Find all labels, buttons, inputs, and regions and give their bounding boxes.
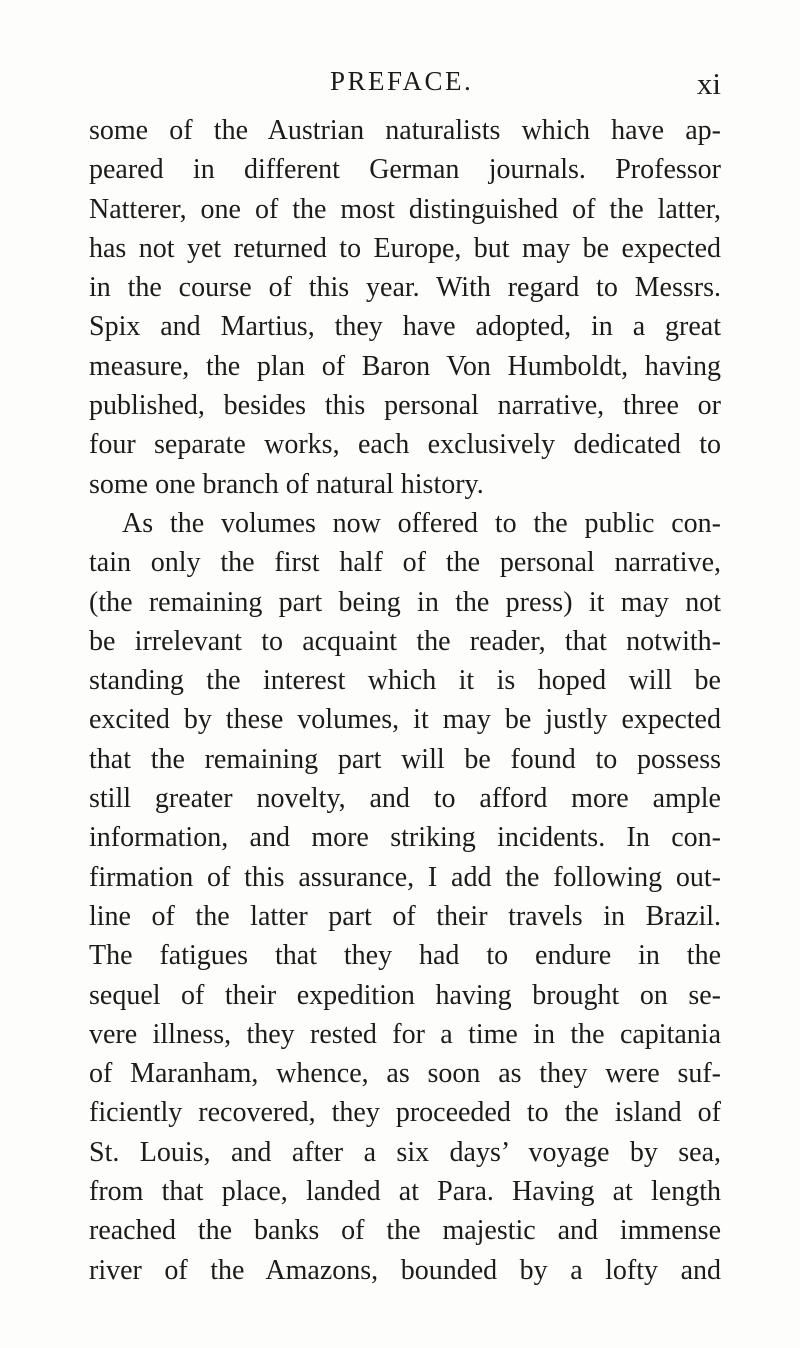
text-line: measure, the plan of Baron Von Humboldt, having (89, 350, 721, 382)
text-line: ficiently recovered, they proceeded to the island of (89, 1097, 721, 1129)
text-line: four separate works, each exclusively dedicated to (89, 429, 721, 461)
text-line: in the course of this year. With regard to Messrs. (89, 272, 721, 304)
page-number: xi (696, 66, 721, 101)
text-line: excited by these volumes, it may be justly expected (89, 704, 721, 736)
text-line: published, besides this personal narrative, three or (89, 390, 721, 422)
running-head-title: PREFACE. (330, 66, 474, 96)
text-line: information, and more striking incidents. In con- (89, 822, 721, 854)
text-line: Spix and Martius, they have adopted, in a great (89, 311, 721, 343)
text-line: has not yet returned to Europe, but may be expected (89, 232, 721, 264)
text-line: peared in different German journals. Professor (89, 154, 721, 186)
text-line: still greater novelty, and to afford more ample (89, 783, 721, 815)
running-head (330, 66, 721, 106)
text-line: tain only the first half of the personal narrative, (89, 547, 721, 579)
paragraph-start-line: As the volumes now offered to the public con- (122, 507, 721, 539)
text-line: (the remaining part being in the press) it may not (89, 586, 721, 618)
text-line: Natterer, one of the most distinguished of the latter, (89, 193, 721, 225)
text-line: St. Louis, and after a six days’ voyage by sea, (89, 1136, 721, 1168)
text-line: reached the banks of the majestic and immense (89, 1215, 721, 1247)
text-line: that the remaining part will be found to possess (89, 743, 721, 775)
text-line: standing the interest which it is hoped will be (89, 665, 721, 697)
text-line: be irrelevant to acquaint the reader, that notwith- (89, 625, 721, 657)
text-line: firmation of this assurance, I add the following out- (89, 861, 721, 893)
text-line: some of the Austrian naturalists which have ap- (89, 115, 721, 146)
text-line: The fatigues that they had to endure in the (89, 940, 721, 972)
text-line: line of the latter part of their travels in Brazil. (89, 900, 721, 932)
text-line: from that place, landed at Para. Having at length (89, 1176, 721, 1208)
paragraph-end-line: some one branch of natural history. (89, 468, 484, 500)
text-line: river of the Amazons, bounded by a lofty and (89, 1254, 721, 1286)
text-line: vere illness, they rested for a time in the capitania (89, 1018, 721, 1050)
text-line: of Maranham, whence, as soon as they were suf- (89, 1058, 721, 1090)
text-line: sequel of their expedition having brought on se- (89, 979, 721, 1011)
body-text (89, 111, 721, 1290)
